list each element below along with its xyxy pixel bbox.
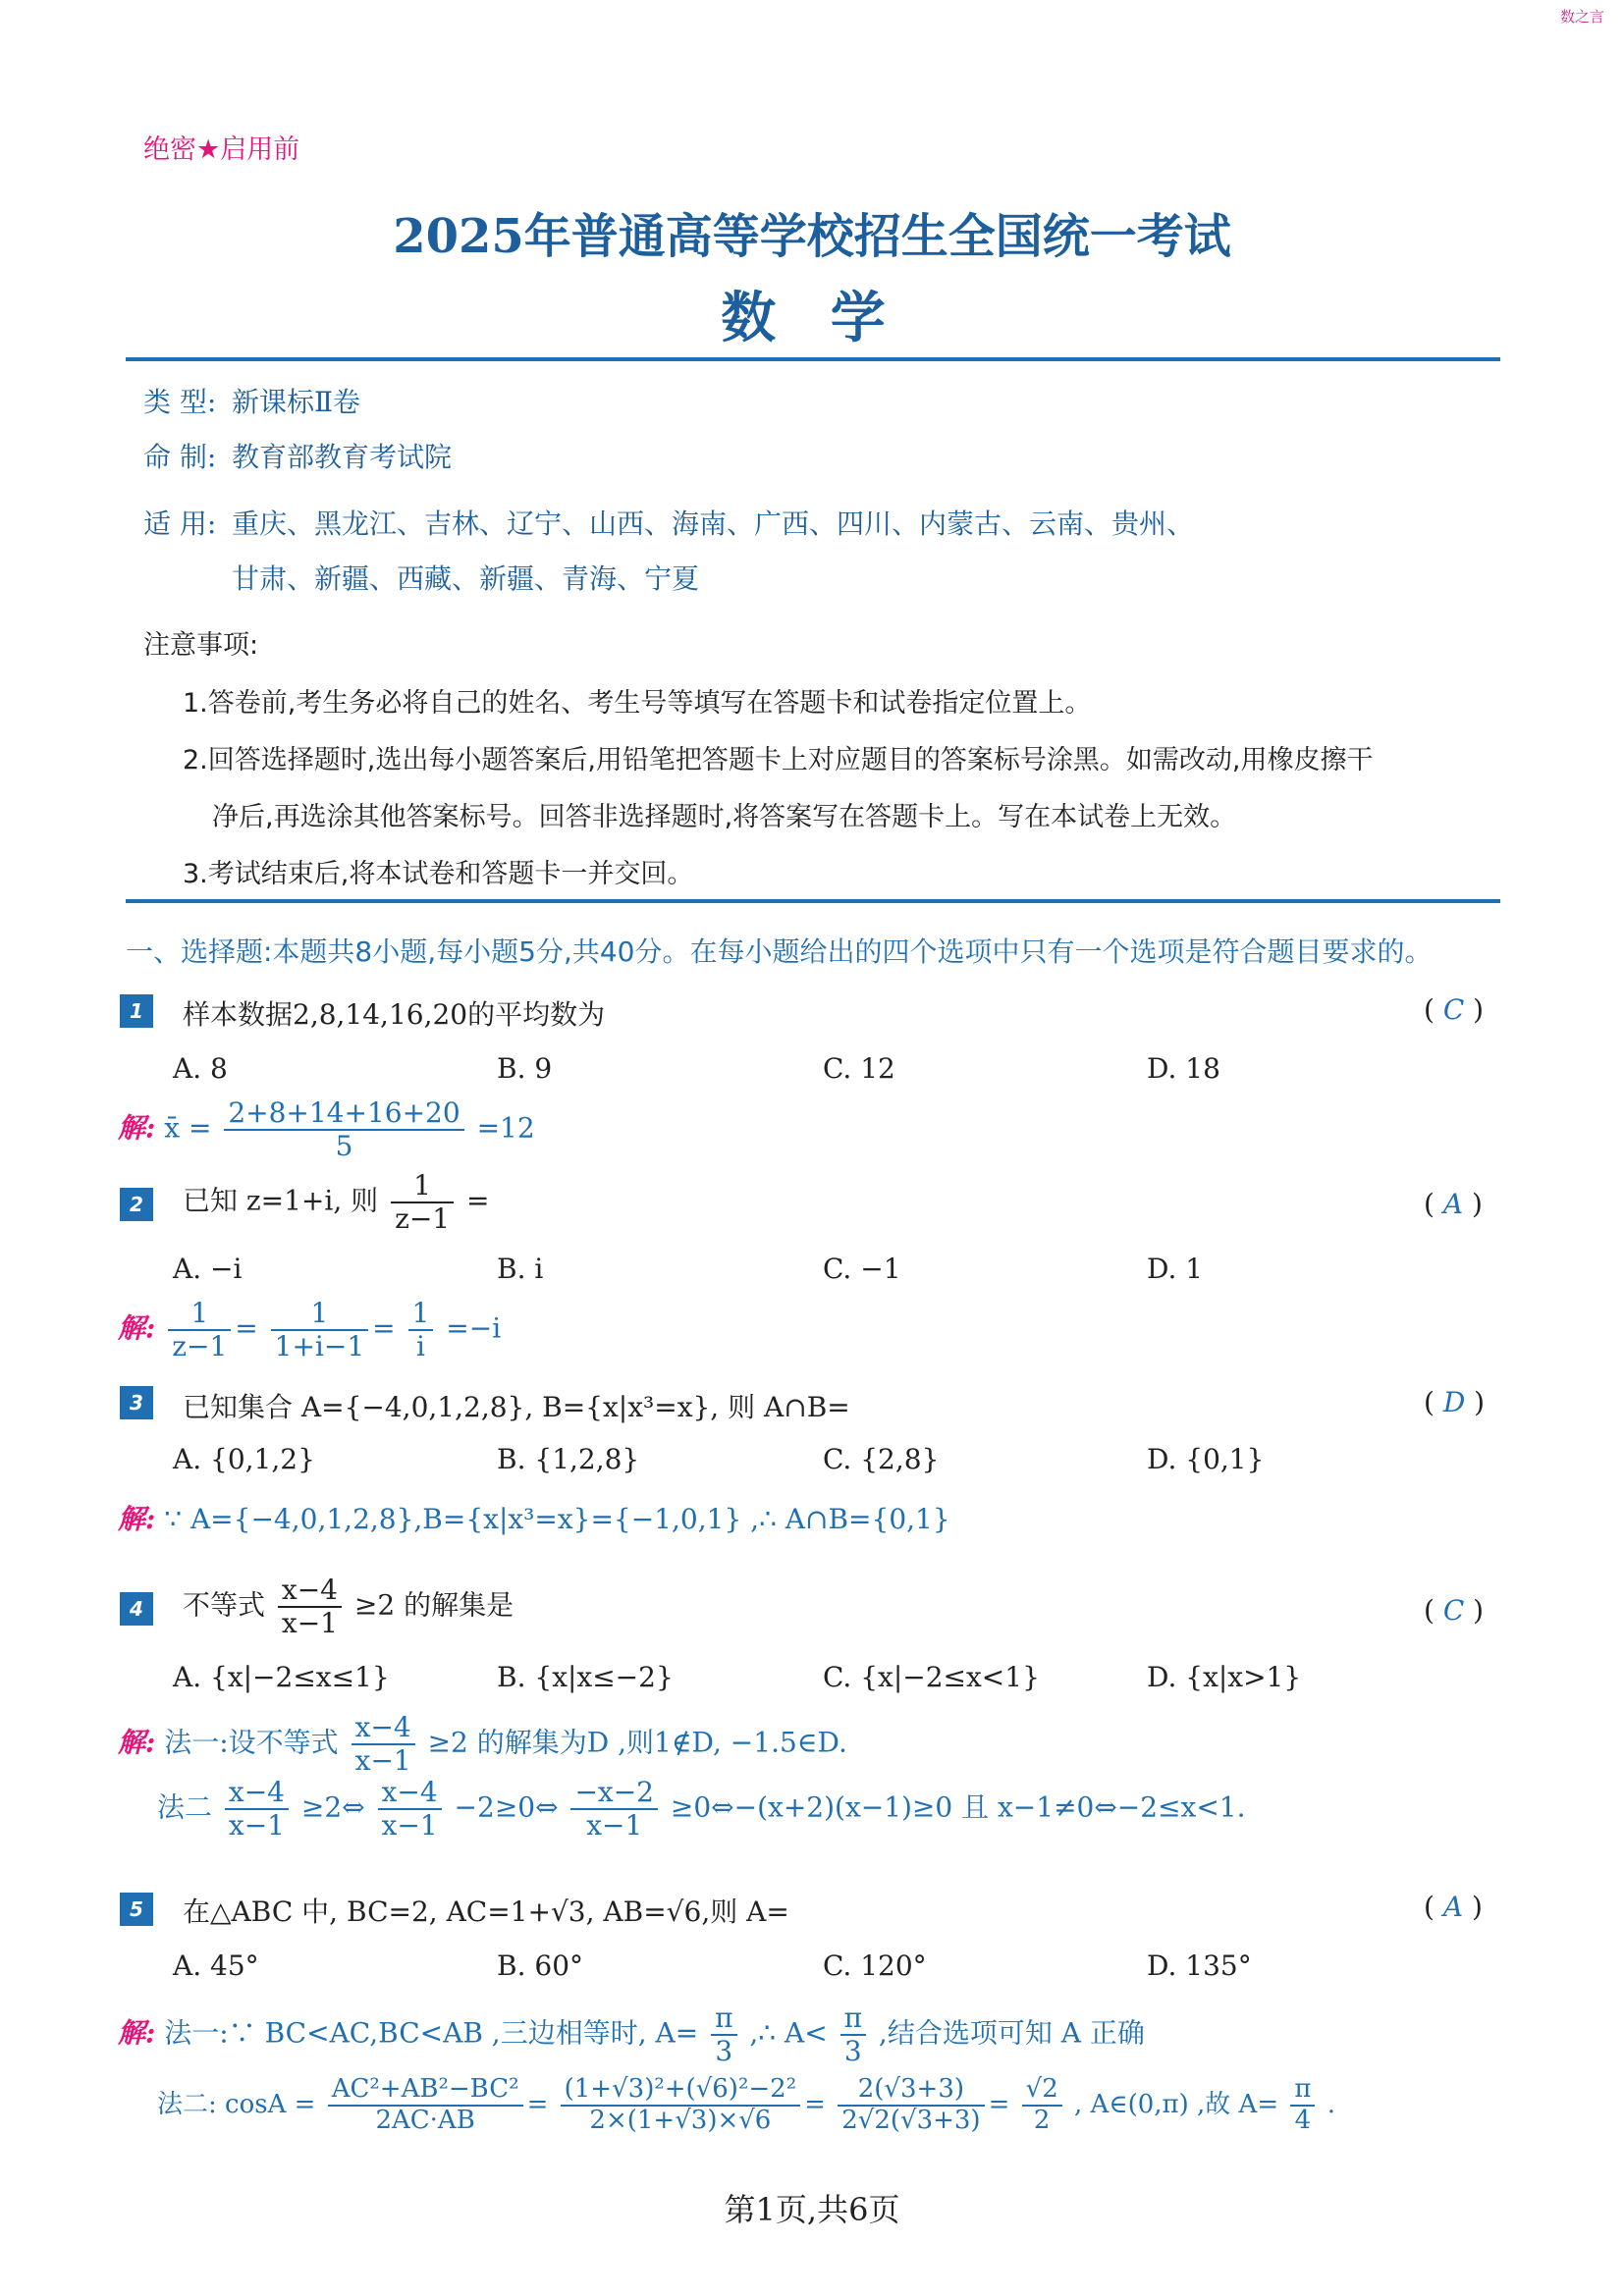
answer-letter: A — [1442, 1188, 1464, 1220]
fraction — [1022, 2075, 1062, 2136]
question-1-solution — [118, 1097, 535, 1162]
stem-text: 不等式 — [183, 1588, 266, 1622]
option-a: A. −i — [173, 1253, 243, 1285]
solution-text: ,结合选项可知 A 正确 — [878, 2016, 1145, 2050]
fraction-denominator: x−1 — [381, 1809, 438, 1842]
fraction-numerator: 2(√3+3) — [838, 2075, 984, 2107]
question-4-stem — [183, 1575, 514, 1639]
divider-top — [126, 357, 1500, 361]
solution-label: 解: — [118, 2016, 156, 2050]
fraction — [328, 2075, 523, 2136]
exam-title: 2025年普通高等学校招生全国统一考试 — [393, 209, 1231, 264]
solution-text: 法二 — [157, 1790, 213, 1824]
solution-text: ∵ A={−4,0,1,2,8},B={x|x³=x}={−1,0,1} ,∴ A∩B={0,1} — [164, 1503, 950, 1535]
solution-label: 解: — [118, 1503, 156, 1535]
solution-text: , A∈(0,π) ,故 A= — [1074, 2089, 1279, 2119]
notice-item-2: 2.回答选择题时,选出每小题答案后,用铅笔把答题卡上对应题目的答案标号涂黑。如需改动,用橡皮擦干 — [183, 745, 1374, 775]
solution-text: ≥2 的解集为D ,则1∉D, −1.5∈D. — [427, 1726, 847, 1759]
meta-apply — [143, 503, 1194, 542]
notice-item-2-cont: 净后,再选涂其他答案标号。回答非选择题时,将答案写在答题卡上。写在本试卷上无效。 — [212, 802, 1237, 832]
meta-type-label: 类 型: — [143, 386, 217, 418]
fraction-denominator: 2×(1+√3)×√6 — [589, 2105, 772, 2135]
question-number-5: 5 — [120, 1893, 153, 1926]
fraction-numerator: 1 — [271, 1298, 369, 1331]
question-number-1: 1 — [120, 994, 153, 1028]
solution-text: −2≥0⇔ — [454, 1790, 559, 1824]
question-4-solution-2 — [157, 1777, 1246, 1842]
watermark: 数之言 — [1559, 8, 1604, 26]
subject-title: 数 学 — [721, 286, 903, 350]
meta-type — [143, 381, 360, 420]
meta-apply-line2: 甘肃、新疆、西藏、新疆、青海、宁夏 — [232, 562, 700, 595]
fraction-numerator: 2+8+14+16+20 — [224, 1097, 463, 1131]
solution-text: =−i — [446, 1311, 502, 1345]
fraction — [271, 1298, 369, 1362]
question-number-2: 2 — [120, 1188, 153, 1221]
fraction — [570, 1777, 658, 1842]
fraction-denominator: x−1 — [354, 1744, 411, 1778]
fraction — [1290, 2075, 1315, 2136]
question-5-stem: 在△ABC 中, BC=2, AC=1+√3, AB=√6,则 A= — [183, 1896, 789, 1928]
question-4-solution-1 — [118, 1712, 847, 1777]
fraction — [838, 2075, 984, 2136]
fraction-denominator: 2√2(√3+3) — [841, 2105, 981, 2135]
fraction-denominator: z−1 — [395, 1202, 451, 1236]
option-b: B. 9 — [497, 1052, 553, 1085]
stem-text: = — [466, 1184, 490, 1217]
meta-maker-value: 教育部教育考试院 — [232, 441, 453, 473]
solution-text: 法二: cosA = — [157, 2089, 316, 2119]
fraction — [840, 2002, 866, 2067]
fraction — [352, 1712, 415, 1777]
fraction-numerator: π — [840, 2002, 866, 2036]
fraction-denominator: 3 — [843, 2035, 862, 2068]
option-a: A. 45° — [173, 1949, 259, 1982]
solution-text: =12 — [476, 1111, 535, 1145]
question-3-answer: ( D ) — [1424, 1386, 1486, 1418]
fraction-denominator: x−1 — [586, 1809, 643, 1842]
option-c: C. {x|−2≤x<1} — [823, 1661, 1040, 1693]
solution-label: 解: — [118, 1111, 156, 1145]
option-d: D. 18 — [1147, 1052, 1220, 1085]
solution-text: 法一:设不等式 — [164, 1726, 339, 1759]
fraction-denominator: 4 — [1294, 2105, 1312, 2135]
option-c: C. 120° — [823, 1949, 927, 1982]
notice-item-3: 3.考试结束后,将本试卷和答题卡一并交回。 — [183, 859, 694, 889]
fraction-denominator: 1+i−1 — [274, 1330, 365, 1363]
fraction-numerator: π — [1290, 2075, 1315, 2107]
option-d: D. {0,1} — [1147, 1443, 1265, 1475]
fraction-numerator: −x−2 — [570, 1777, 658, 1810]
option-c: C. 12 — [823, 1052, 895, 1085]
question-2-answer: ( A ) — [1424, 1188, 1483, 1220]
option-d: D. 135° — [1147, 1949, 1252, 1982]
solution-text: ,∴ A< — [749, 2016, 828, 2050]
solution-text: . — [1326, 2089, 1335, 2119]
fraction-denominator: i — [415, 1330, 425, 1363]
option-b: B. {x|x≤−2} — [497, 1661, 674, 1693]
fraction-numerator: (1+√3)²+(√6)²−2² — [561, 2075, 801, 2107]
question-5-answer: ( A ) — [1424, 1891, 1483, 1923]
option-c: C. −1 — [823, 1253, 901, 1285]
stem-text: 已知 z=1+i, 则 — [183, 1184, 379, 1217]
fraction — [278, 1575, 342, 1639]
meta-type-value: 新课标Ⅱ卷 — [232, 386, 361, 418]
secret-label: 绝密★启用前 — [143, 134, 300, 165]
option-b: B. i — [497, 1253, 544, 1285]
solution-label: 解: — [118, 1726, 156, 1759]
question-1-stem: 样本数据2,8,14,16,20的平均数为 — [183, 998, 606, 1031]
fraction-numerator: π — [711, 2002, 736, 2036]
section-title: 一、选择题:本题共8小题,每小题5分,共40分。在每小题给出的四个选项中只有一个选项是符合题目要求的。 — [126, 935, 1433, 968]
fraction-denominator: 3 — [715, 2035, 733, 2068]
answer-letter: D — [1442, 1386, 1466, 1418]
option-a: A. {x|−2≤x≤1} — [173, 1661, 390, 1693]
stem-text: ≥2 的解集是 — [353, 1588, 514, 1622]
fraction-denominator: z−1 — [172, 1330, 228, 1363]
option-a: A. {0,1,2} — [173, 1443, 315, 1475]
fraction — [391, 1170, 454, 1235]
fraction-numerator: x−4 — [352, 1712, 415, 1745]
solution-text: x̄ = — [164, 1111, 212, 1145]
fraction-numerator: AC²+AB²−BC² — [328, 2075, 523, 2107]
fraction-numerator: 1 — [168, 1298, 231, 1331]
fraction — [224, 1097, 463, 1162]
fraction-numerator: 1 — [391, 1170, 454, 1203]
divider-section — [126, 899, 1500, 903]
fraction-denominator: 2AC·AB — [375, 2105, 475, 2135]
fraction — [168, 1298, 231, 1362]
fraction-numerator: 1 — [408, 1298, 434, 1331]
question-4-answer: ( C ) — [1424, 1594, 1485, 1627]
question-number-4: 4 — [120, 1592, 153, 1626]
meta-maker-label: 命 制: — [143, 441, 217, 473]
meta-maker — [143, 436, 452, 475]
fraction — [711, 2002, 736, 2067]
fraction-denominator: x−1 — [281, 1607, 338, 1640]
option-c: C. {2,8} — [823, 1443, 940, 1475]
solution-text: ≥0⇔−(x+2)(x−1)≥0 且 x−1≠0⇔−2≤x<1. — [670, 1790, 1246, 1824]
question-3-stem: 已知集合 A={−4,0,1,2,8}, B={x|x³=x}, 则 A∩B= — [183, 1391, 850, 1423]
solution-label: 解: — [118, 1311, 156, 1345]
question-2-solution: 解: $\frac{1}{z-1}$ = $\frac{1}{1+i-1}$ = $\frac{1}{i}$ =−i — [118, 1297, 502, 1363]
fraction — [408, 1298, 434, 1362]
question-5-solution-1 — [118, 2002, 1145, 2067]
option-d: D. 1 — [1147, 1253, 1204, 1285]
question-number-3: 3 — [120, 1386, 153, 1419]
option-b: B. {1,2,8} — [497, 1443, 640, 1475]
answer-letter: A — [1442, 1891, 1464, 1923]
fraction-denominator: x−1 — [228, 1809, 285, 1842]
fraction-numerator: x−4 — [225, 1777, 289, 1810]
question-2-stem — [183, 1170, 489, 1235]
page-footer: 第1页,共6页 — [724, 2191, 900, 2228]
notice-head: 注意事项: — [143, 630, 259, 661]
question-5-solution-2: 法二: cosA = $\frac{\text{AC²+AB²−BC²}}{2AC\cdot AB}$ = $\frac{\text{(1+√3)²+(√6)²−2²}}{2\times(1+√3)\times√6}$ = $\frac{2(√3+3)}{2√2(√3+3)}$ = $\frac{√2}{2}$ , A∈(0,π) ,故 A= $\frac{\pi}{4}$ . — [157, 2074, 1335, 2135]
fraction-numerator: x−4 — [378, 1777, 442, 1810]
question-3-solution — [118, 1498, 950, 1537]
answer-letter: C — [1442, 1594, 1465, 1627]
fraction-denominator: 5 — [335, 1130, 353, 1163]
question-1-answer: ( C ) — [1424, 993, 1485, 1026]
answer-letter: C — [1442, 993, 1465, 1026]
option-a: A. 8 — [173, 1052, 228, 1085]
solution-text: 法一:∵ BC<AC,BC<AB ,三边相等时, A= — [164, 2016, 699, 2050]
notice-item-1: 1.答卷前,考生务必将自己的姓名、考生号等填写在答题卡和试卷指定位置上。 — [183, 688, 1092, 719]
fraction — [561, 2075, 801, 2136]
option-b: B. 60° — [497, 1949, 584, 1982]
meta-apply-line1: 重庆、黑龙江、吉林、辽宁、山西、海南、广西、四川、内蒙古、云南、贵州、 — [232, 507, 1195, 540]
solution-text: ≥2⇔ — [300, 1790, 365, 1824]
option-d: D. {x|x>1} — [1147, 1661, 1302, 1693]
fraction-numerator: x−4 — [278, 1575, 342, 1608]
meta-apply-label: 适 用: — [143, 507, 217, 540]
fraction — [225, 1777, 289, 1842]
fraction — [378, 1777, 442, 1842]
fraction-denominator: 2 — [1033, 2105, 1051, 2135]
fraction-numerator: √2 — [1022, 2075, 1062, 2107]
